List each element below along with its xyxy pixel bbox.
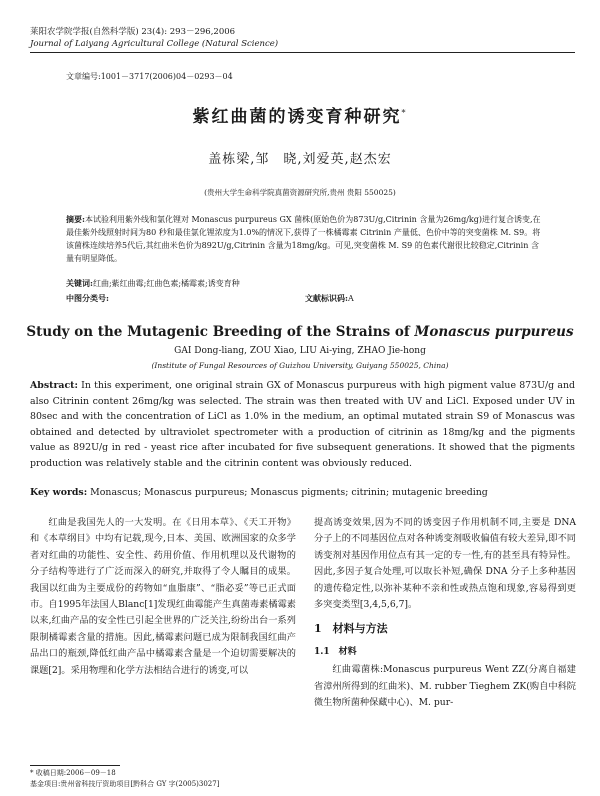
footnote-rule xyxy=(30,765,120,766)
doc-number: 文章编号:1001－3717(2006)04－0293－04 xyxy=(66,72,233,81)
document-code-value: A xyxy=(347,294,354,303)
authors-zh: 盖栋梁,邹 晓,刘爱英,赵杰宏 xyxy=(208,152,392,167)
class-number-label: 中图分类号: xyxy=(66,293,109,303)
abstract-en-label: Abstract: xyxy=(30,380,78,391)
keywords-en-label: Key words: xyxy=(30,487,88,498)
keywords-en xyxy=(30,487,575,498)
journal-header xyxy=(30,26,278,50)
keywords-zh-label: 关键词: xyxy=(66,278,93,288)
abstract-zh xyxy=(66,213,546,265)
materials-paragraph: 红曲霉菌株:Monascus purpureus Went ZZ(分离自福建省漳州所得到的红曲米)、M. rubber Tieghem ZK(购自中科院微生物所菌种保藏中心)、M. pur- xyxy=(314,664,576,709)
keywords-zh xyxy=(66,278,240,289)
footnote xyxy=(30,768,219,790)
header-rule xyxy=(30,52,575,53)
abstract-zh-label: 摘要: xyxy=(66,214,85,224)
affiliation-en: (Institute of Fungal Resources of Guizhou University, Guiyang 550025, China) xyxy=(151,361,449,370)
authors-en: GAI Dong-liang, ZOU Xiao, LIU Ai-ying, ZHAO Jie-hong xyxy=(174,346,426,356)
abstract-zh-text: 本试验利用紫外线和氯化锂对 Monascus purpureus GX 菌株(原始色价为873U/g,Citrinin 含量为26mg/kg)进行复合诱变,在最佳紫外线照射时间为80 秒和最佳氯化锂浓度为1.0%的情况下,获得了一株橘霉素 Citrinin 产量低、色价中等的突变菌株 M. S9。将该菌株连续培养5代后,其红曲米色价为892U/g,Citrinin 含量为18mg/kg。可见,突变菌株 M. S9 的色素代谢很比较稳定,Citrinin 含量有明显降低。 xyxy=(66,215,541,263)
title-zh-mark: * xyxy=(401,108,408,118)
footnote-received: * 收稿日期:2006－09－18 xyxy=(30,769,116,777)
title-en-prefix: Study on the Mutagenic Breeding of the Strains of xyxy=(26,324,415,340)
journal-header-zh: 莱阳农学院学报(自然科学版) 23(4): 293－296,2006 xyxy=(30,27,236,37)
body-right-paragraph: 提高诱变效果,因为不同的诱变因子作用机制不同,主要是 DNA 分子上的不同基因位点对各种诱变剂吸收偏值有较大差异,即不同诱变剂对基因作用位点有其一定的专一性,有的甚至具有特异性。因此,多因子复合处理,可以取长补短,确保 DNA 分子上多种基因的遗传稳定性,以弥补某种不亲和性或热点饱和现象,容易得到更多突变类型[3,4,5,6,7]。 xyxy=(314,517,576,611)
title-en xyxy=(0,324,600,340)
keywords-zh-text: 红曲;紫红曲霉;红曲色素;橘霉素;诱变育种 xyxy=(92,279,240,288)
subsection-heading: 1.1 材料 xyxy=(314,646,357,657)
title-en-italic: Monascus purpureus xyxy=(414,324,574,340)
title-zh-text: 紫红曲菌的诱变育种研究 xyxy=(192,107,402,127)
journal-header-en: Journal of Laiyang Agricultural College (Natural Science) xyxy=(30,39,279,49)
document-code xyxy=(305,293,354,304)
keywords-en-text: Monascus; Monascus purpureus; Monascus pigments; citrinin; mutagenic breeding xyxy=(90,487,488,498)
abstract-en xyxy=(30,378,575,472)
document-code-label: 文献标识码: xyxy=(305,293,348,303)
abstract-en-text: In this experiment, one original strain GX of Monascus purpureus with high pigment value 873U/g and also Citrinin content 26mg/kg was selected. The strain was then treated with UV and LiCl. Exposed under UV in 80sec and with the concentration of LiCl as 1.0% in the medium, an optimal mutated strain S9 of Monascus was obtained and detected by ultraviolet spectrometer with a production of citrinin as 18mg/kg and the pigments value as 892U/g in red - yeast rice after incubated for five subsequent generations. It showed that the pigments production was relatively stable and the citrinin content was obviously reduced. xyxy=(30,380,575,469)
affiliation-zh: (贵州大学生命科学院真菌资源研究所,贵州 贵阳 550025) xyxy=(204,188,396,197)
footnote-fund: 基金项目:贵州省科技厅资助项目[黔科合 GY 字(2005)3027] xyxy=(30,780,220,788)
class-number xyxy=(66,293,109,304)
section-heading: 1 材料与方法 xyxy=(314,622,388,636)
body-left-column: 红曲是我国先人的一大发明。在《日用本草》、《天工开物》和《本草纲目》中均有记载,现今,日本、美国、欧洲国家的众多学者对红曲的功能性、安全性、药用价值、作用机理以及代谢物的分子结构等进行了广泛而深入的研究,并取得了令人瞩目的成果。我国以红曲为主要成份的药物如“血脂康”、“脂必妥”等已正式面市。自1995年法国人Blanc[1]发现红曲霉能产生真菌毒素橘霉素以来,红曲产品的安全性已引起全世界的广泛关注,纷纷出台一系列限制橘霉素含量的措施。因此,橘霉素问题已成为限制我国红曲产品出口的瓶颈,降低红曲产品中橘霉素含量是一个迫切需要解决的课题[2]。采用物理和化学方法相结合进行的诱变,可以 xyxy=(30,517,296,676)
body-right-column xyxy=(314,515,576,711)
title-zh xyxy=(0,102,600,127)
